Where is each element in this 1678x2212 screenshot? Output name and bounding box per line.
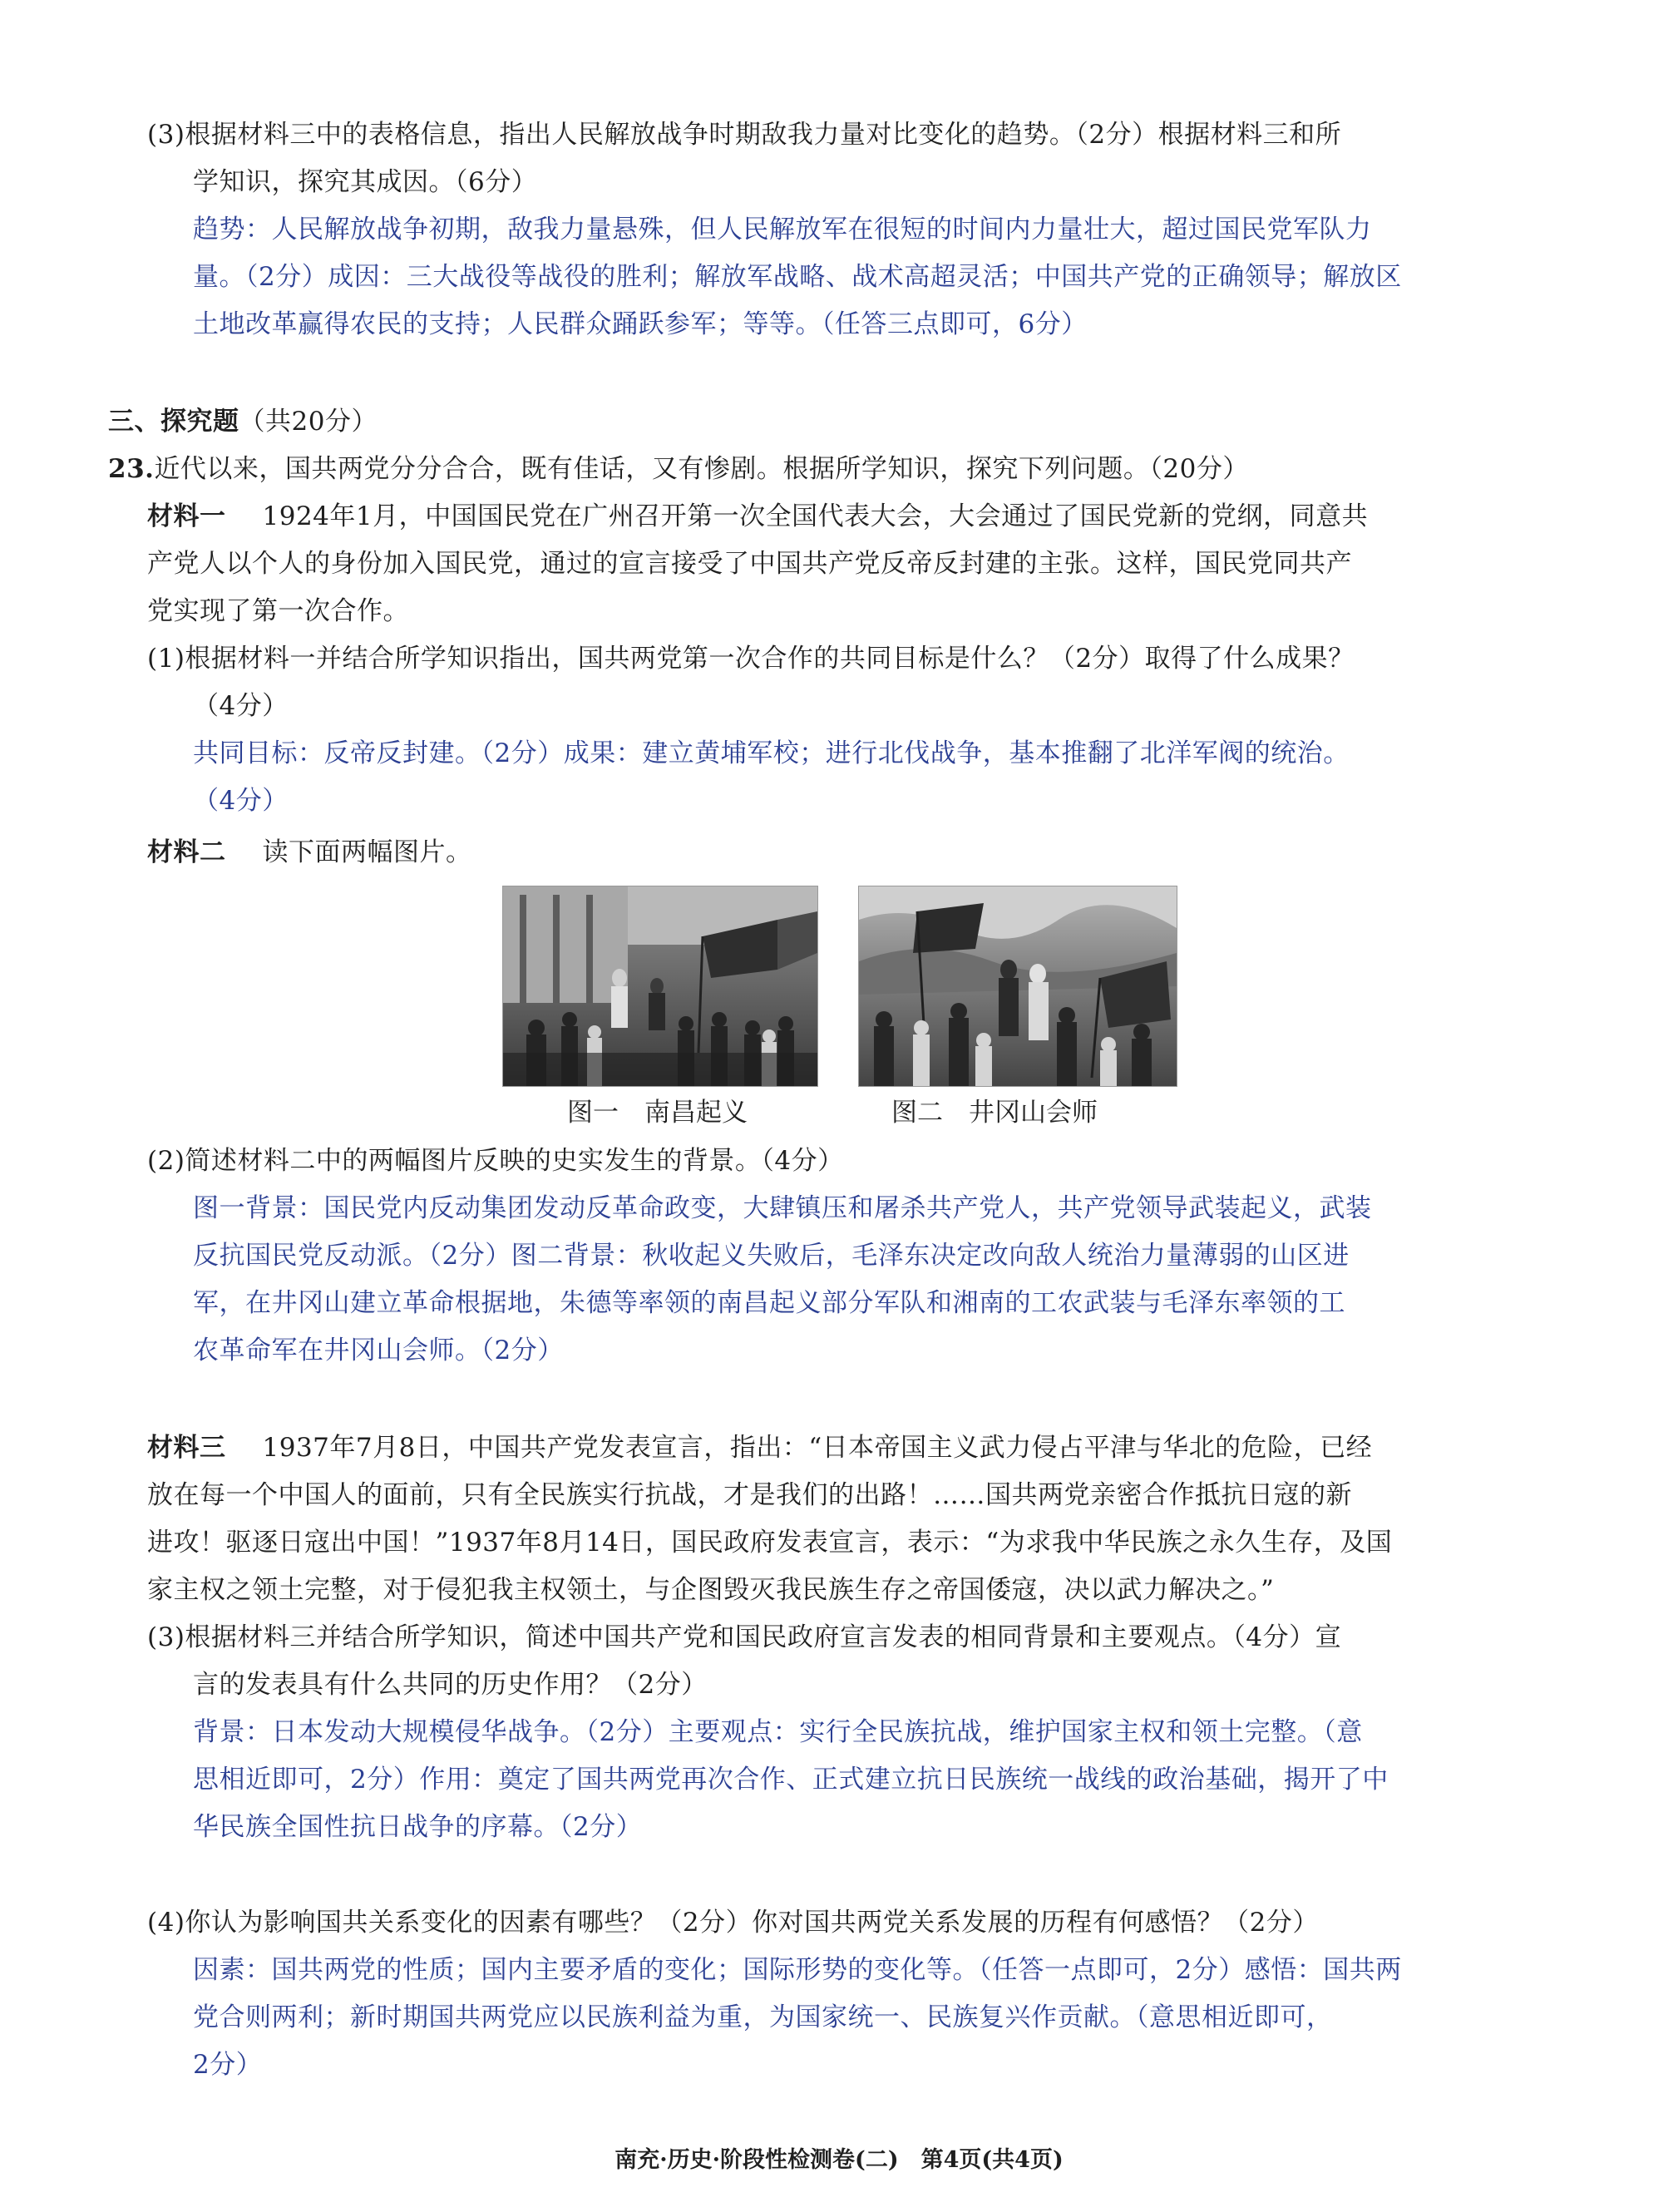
question-stem-text: 近代以来，国共两党分分合合，既有佳话，又有惨剧。根据所学知识，探究下列问题。（20分）	[154, 454, 1249, 484]
sub-question-1-line-2: （4分）	[193, 691, 289, 721]
answer-3b-line-1: 背景：日本发动大规模侵华战争。（2分）主要观点：实行全民族抗战，维护国家主权和领土完整。（意	[193, 1717, 1363, 1747]
answer-4-line-1: 因素：国共两党的性质；国内主要矛盾的变化；国际形势的变化等。（任答一点即可，2分）感悟：国共两	[193, 1955, 1402, 1985]
material-2-label: 材料二	[147, 837, 226, 867]
figure-1-illustration	[503, 886, 817, 1086]
material-1-line-3: 党实现了第一次合作。	[147, 596, 409, 626]
material-3-line-3: 进攻！驱逐日寇出中国！”1937年8月14日，国民政府发表宣言，表示：“为求我中华民族之永久生存，及国	[147, 1528, 1393, 1558]
answer-1-line-2: （4分）	[193, 786, 289, 816]
material-3-line-1	[147, 1429, 1372, 1466]
material-2-text: 读下面两幅图片。	[262, 837, 472, 867]
sub-question-4-line-1: (4)你认为影响国共关系变化的因素有哪些？（2分）你对国共两党关系发展的历程有何感悟？（2分）	[147, 1908, 1319, 1938]
sub-question-3-line-1: (3)根据材料三并结合所学知识，简述中国共产党和国民政府宣言发表的相同背景和主要观点。（4分）宣	[147, 1622, 1342, 1652]
material-3-text: 1937年7月8日，中国共产党发表宣言，指出：“日本帝国主义武力侵占平津与华北的危险，已经	[262, 1433, 1373, 1463]
figure-1-caption: 图一 南昌起义	[567, 1098, 748, 1128]
answer-2-line-4: 农革命军在井冈山会师。（2分）	[193, 1336, 564, 1365]
sub-question-2-line-1: (2)简述材料二中的两幅图片反映的史实发生的背景。（4分）	[147, 1146, 844, 1176]
section-score: （共20分）	[239, 407, 378, 437]
figure-2-caption: 图二 井冈山会师	[891, 1098, 1098, 1128]
material-3-line-4: 家主权之领土完整，对于侵犯我主权领土，与企图毁灭我民族生存之帝国倭寇，决以武力解决之。”	[147, 1575, 1275, 1605]
material-1-text: 1924年1月，中国国民党在广州召开第一次全国代表大会，大会通过了国民党新的党纲，同意共	[262, 501, 1369, 531]
answer-1-line-1: 共同目标：反帝反封建。（2分）成果：建立黄埔军校；进行北伐战争，基本推翻了北洋军阀的统治。	[193, 738, 1350, 768]
answer-2-line-1: 图一背景：国民党内反动集团发动反革命政变，大肆镇压和屠杀共产党人，共产党领导武装起义，武装	[193, 1193, 1372, 1223]
answer-4-line-2: 党合则两利；新时期国共两党应以民族利益为重，为国家统一、民族复兴作贡献。（意思相近即可，	[193, 2002, 1333, 2032]
material-1-label: 材料一	[147, 501, 226, 531]
figure-2-image	[858, 886, 1177, 1087]
question-3-line-1: (3)根据材料三中的表格信息，指出人民解放战争时期敌我力量对比变化的趋势。（2分）根据材料三和所	[147, 120, 1342, 150]
material-3-label: 材料三	[147, 1433, 226, 1463]
answer-3-line-2: 量。（2分）成因：三大战役等战役的胜利；解放军战略、战术高超灵活；中国共产党的正确领导；解放区	[193, 262, 1402, 292]
sub-question-3-line-2: 言的发表具有什么共同的历史作用？（2分）	[193, 1670, 708, 1700]
answer-2-line-2: 反抗国民党反动派。（2分）图二背景：秋收起义失败后，毛泽东决定改向敌人统治力量薄弱的山区进	[193, 1241, 1350, 1271]
answer-3-line-3: 土地改革赢得农民的支持；人民群众踊跃参军；等等。（任答三点即可，6分）	[193, 309, 1088, 339]
material-3-line-2: 放在每一个中国人的面前，只有全民族实行抗战，才是我们的出路！……国共两党亲密合作抵抗日寇的新	[147, 1480, 1352, 1510]
sub-question-1-line-1: (1)根据材料一并结合所学知识指出，国共两党第一次合作的共同目标是什么？（2分）取得了什么成果？	[147, 644, 1355, 674]
answer-2-line-3: 军，在井冈山建立革命根据地，朱德等率领的南昌起义部分军队和湘南的工农武装与毛泽东率领的工	[193, 1288, 1345, 1318]
answer-3b-line-2: 思相近即可，2分）作用：奠定了国共两党再次合作、正式建立抗日民族统一战线的政治基础，揭开了中	[193, 1765, 1389, 1795]
figure-1-image	[502, 886, 818, 1087]
question-3-line-2: 学知识，探究其成因。（6分）	[193, 167, 538, 197]
section-title: 三、探究题	[108, 407, 239, 437]
section-heading	[108, 403, 378, 440]
question-number: 23.	[108, 454, 155, 484]
answer-4-line-3: 2分）	[193, 2050, 263, 2080]
answer-3b-line-3: 华民族全国性抗日战争的序幕。（2分）	[193, 1812, 643, 1842]
material-1-line-1	[147, 498, 1368, 535]
figure-2-illustration	[859, 886, 1177, 1086]
material-2-line	[147, 834, 472, 871]
page-footer: 南充·历史·阶段性检测卷(二) 第4页(共4页)	[614, 2147, 1064, 2173]
material-1-line-2: 产党人以个人的身份加入国民党，通过的宣言接受了中国共产党反帝反封建的主张。这样，国民党同共产	[147, 549, 1352, 579]
answer-3-line-1: 趋势：人民解放战争初期，敌我力量悬殊，但人民解放军在很短的时间内力量壮大，超过国民党军队力	[193, 215, 1372, 244]
question-23-stem	[108, 451, 1249, 487]
